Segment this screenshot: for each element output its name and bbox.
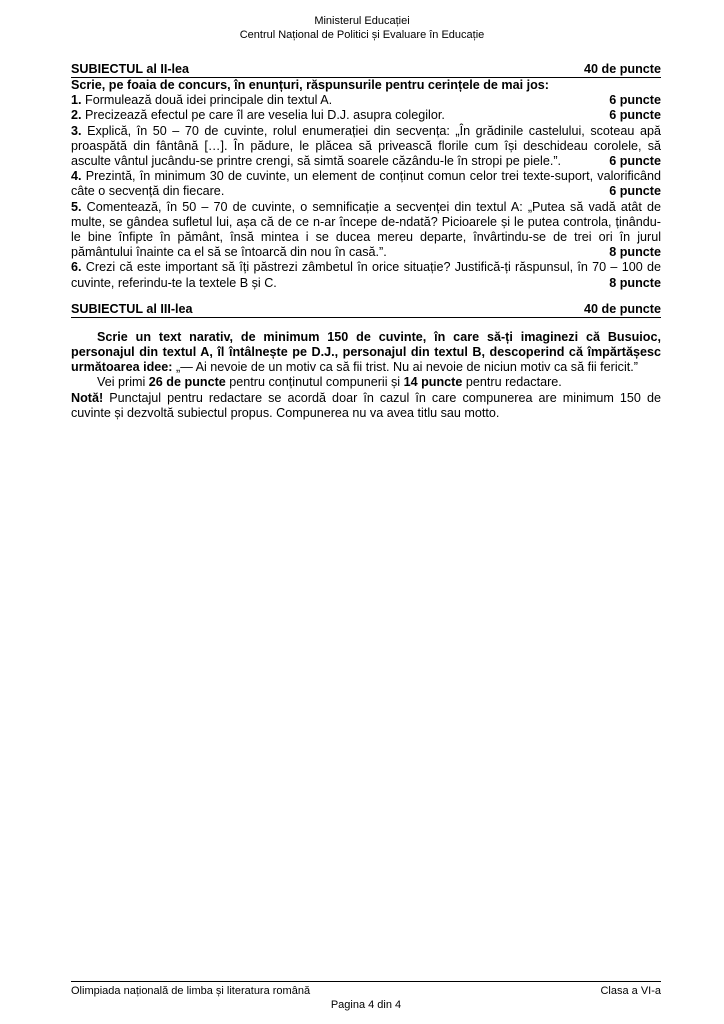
question-text: Precizează efectul pe care îl are veselia lui D.J. asupra colegilor. xyxy=(85,108,445,123)
subject-2-heading xyxy=(71,62,661,78)
subject-3-task xyxy=(71,330,661,376)
subject-2-points: 40 de puncte xyxy=(584,62,661,76)
question-points: 8 puncte xyxy=(609,275,661,290)
grade-label: Clasa a VI-a xyxy=(600,985,661,997)
subject-2-title: SUBIECTUL al II-lea xyxy=(71,62,190,76)
scoring-text: pentru conținutul compunerii și xyxy=(225,375,404,390)
question-number: 6. xyxy=(71,260,82,275)
subject-3-points: 40 de puncte xyxy=(584,301,661,316)
task-quote: „— Ai nevoie de un motiv ca să fii trist. Nu ai nevoie de niciun motiv ca să fii fericit.” xyxy=(172,360,638,375)
question-points: 8 puncte xyxy=(609,245,661,260)
olympiad-name: Olimpiada națională de limba și literatura română xyxy=(71,985,311,997)
question-points: 6 puncte xyxy=(609,184,661,199)
question-number: 1. xyxy=(71,93,82,108)
ministry-name: Ministerul Educației xyxy=(314,15,410,27)
question-text: Crezi că este important să îți păstrezi zâmbetul în orice situație? Justifică-ți răspunsul, în 70 – 100 de cuvinte, referindu-te la textele B și C. xyxy=(71,260,661,290)
writing-points: 14 puncte xyxy=(403,375,463,390)
content-points: 26 de puncte xyxy=(148,375,226,390)
scoring-text: pentru redactare. xyxy=(462,375,562,390)
question-text: Explică, în 50 – 70 de cuvinte, rolul enumerației din secvența: „În grădinile castelului, scoteau apă proaspătă din fântână […]. În pădure, le plăcea să privească florile cum își deschideau corolele, să asculte vântul jucându-se printre crengi, să simtă soarele căzându-le în stropi pe piele.”. xyxy=(71,123,661,169)
question-number: 5. xyxy=(71,199,82,214)
question-6 xyxy=(71,260,661,290)
document-header xyxy=(0,14,724,42)
subject-3-heading xyxy=(71,302,661,318)
subject-3-title: SUBIECTUL al III-lea xyxy=(71,301,193,316)
question-points: 6 puncte xyxy=(609,108,661,123)
question-points: 6 puncte xyxy=(609,93,661,108)
question-4 xyxy=(71,169,661,199)
page-number: Pagina 4 din 4 xyxy=(330,999,402,1011)
question-text: Comentează, în 50 – 70 de cuvinte, o semnificație a secvenței din textul A: „Putea să vadă atât de multe, se gândea sufletul lui, așa că de ce n-ar începe de-ndată? Picioarele și le putea controla, ținându-le bine înfipte în pământ, însă mintea i se ducea mereu departe, învârtindu-se de trei ori în jurul pământului înainte ca el să se întoarcă din nou în casă.”. xyxy=(71,199,662,260)
question-5 xyxy=(71,200,661,261)
question-3 xyxy=(71,124,661,170)
question-text: Prezintă, în minimum 30 de cuvinte, un element de conținut comun celor trei texte-suport, valorificând câte o secvență din fiecare. xyxy=(71,169,662,199)
question-text: Formulează două idei principale din textul A. xyxy=(85,93,333,108)
question-number: 2. xyxy=(71,108,82,123)
question-2 xyxy=(71,108,661,123)
subject-3-scoring xyxy=(71,375,661,390)
question-1 xyxy=(71,93,661,108)
question-points: 6 puncte xyxy=(609,154,661,169)
document-footer xyxy=(71,981,661,1012)
document-body xyxy=(71,62,661,421)
subject-3-note xyxy=(71,391,661,421)
note-text: Punctajul pentru redactare se acordă doar în cazul în care compunerea are minimum 150 de cuvinte și dezvoltă subiectul propus. Compunerea nu va avea titlu sau motto. xyxy=(71,390,661,420)
note-label: Notă! xyxy=(71,390,104,405)
subject-2-instruction: Scrie, pe foaia de concurs, în enunțuri, răspunsurile pentru cerințele de mai jos: xyxy=(71,78,549,92)
center-name: Centrul Național de Politici și Evaluare în Educație xyxy=(239,29,485,41)
task-statement: Scrie un text narativ, de minimum 150 de cuvinte, în care să-ți imaginezi că Busuioc, personajul din textul A, îl întâlnește pe D.J., personajul din textul B, descoperind că împărtășesc următoarea idee: xyxy=(71,329,661,375)
question-number: 4. xyxy=(71,169,82,184)
scoring-text: Vei primi xyxy=(97,375,149,390)
question-number: 3. xyxy=(71,123,82,138)
